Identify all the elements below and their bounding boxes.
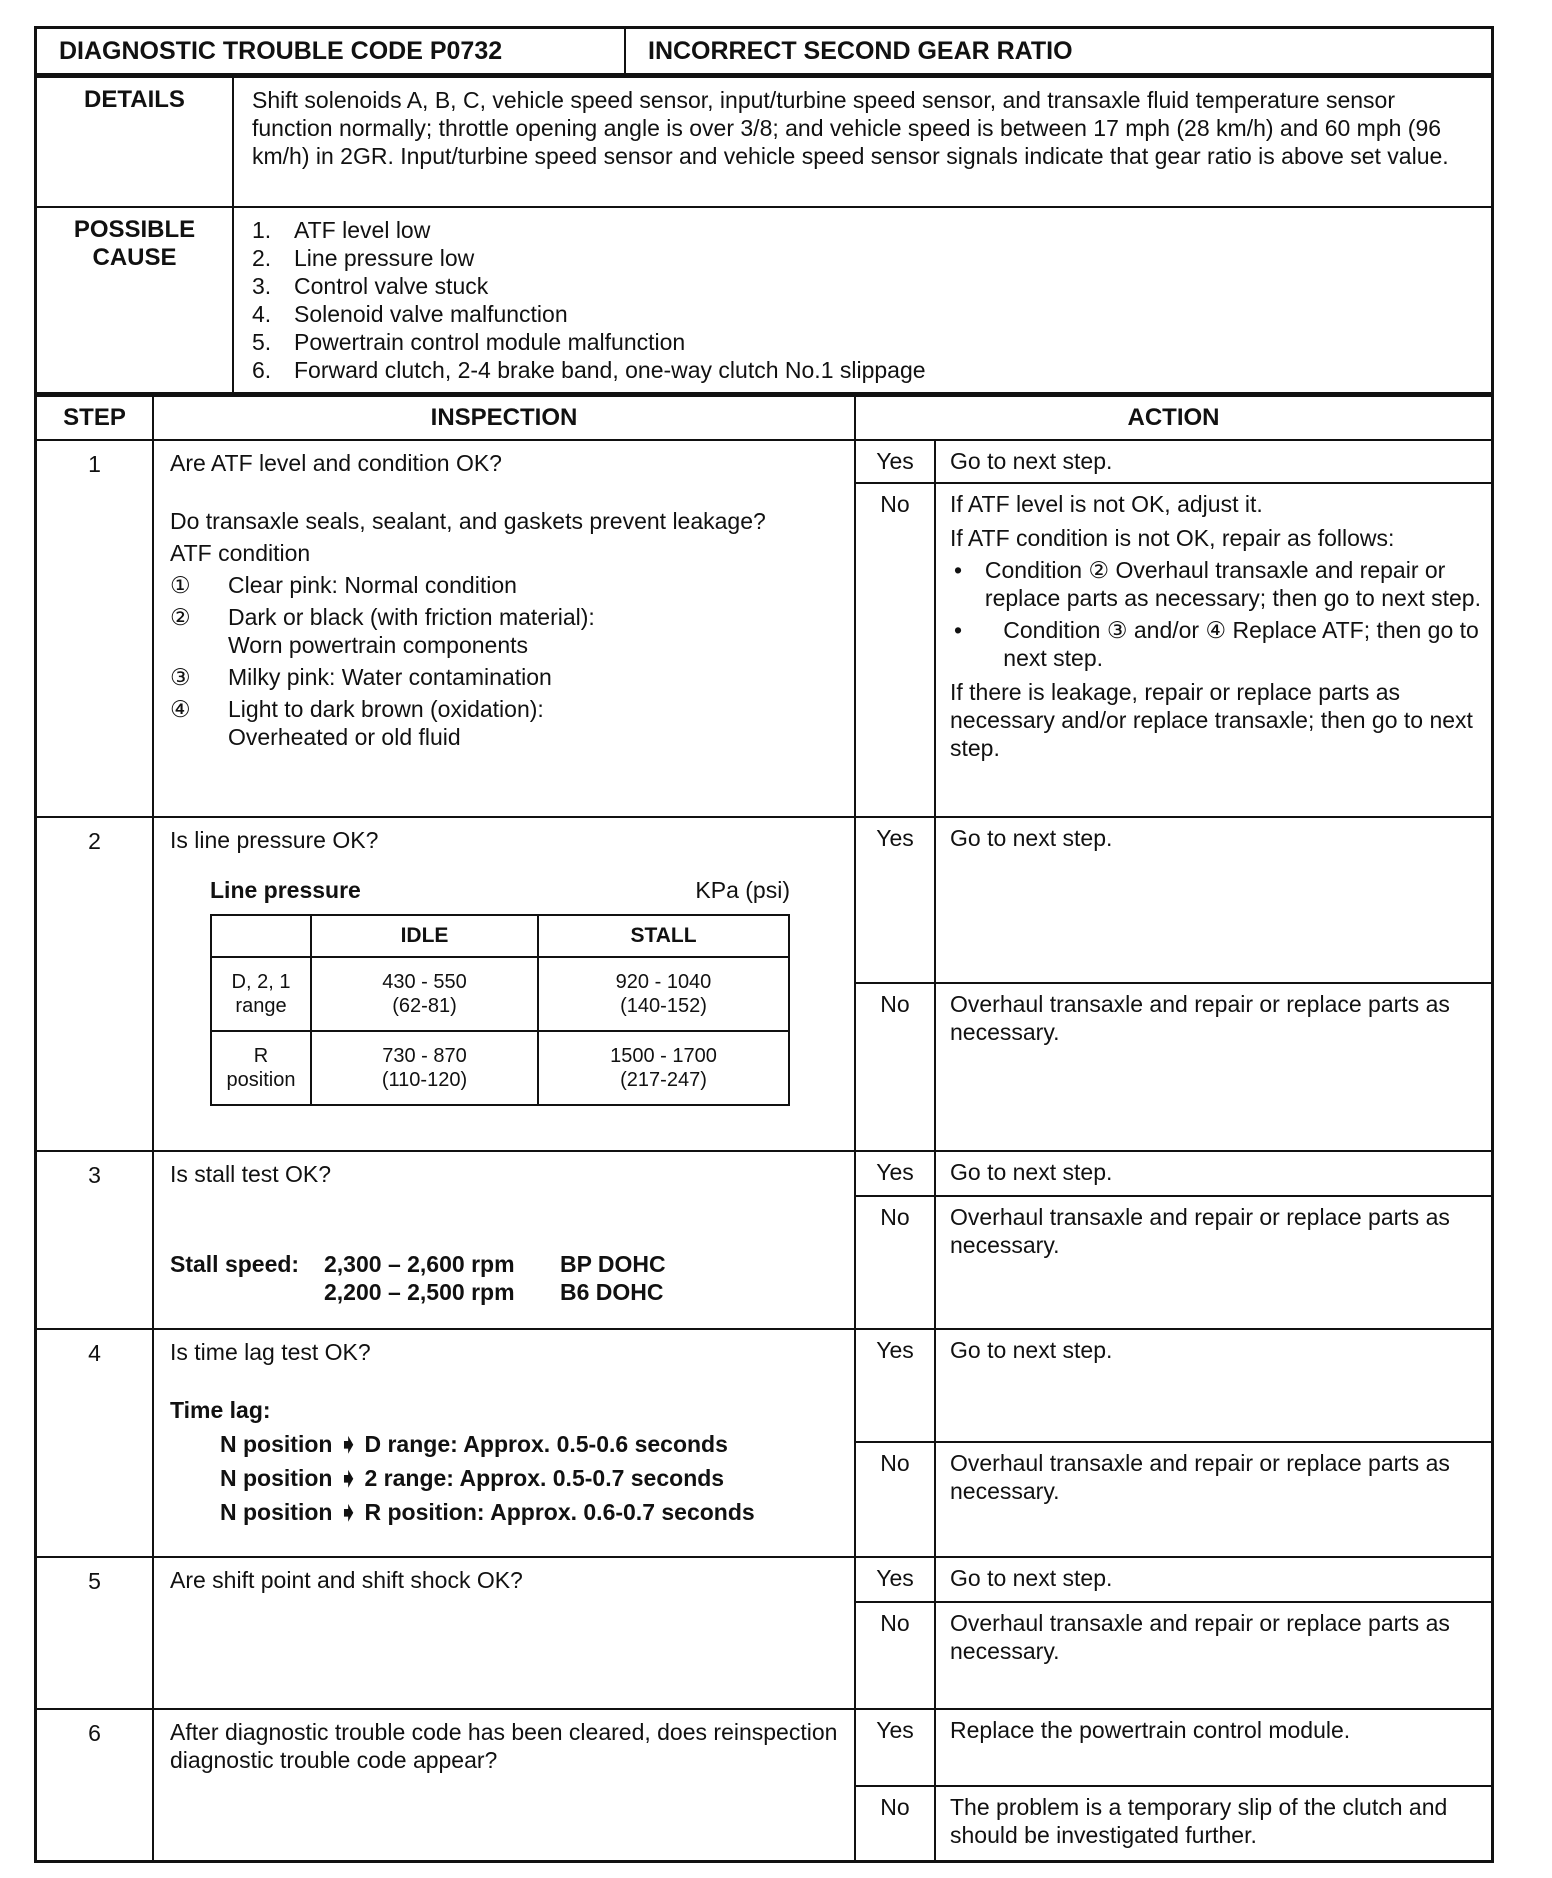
step-actions (855, 1151, 1493, 1329)
bullet-text: Condition ② Overhaul transaxle and repair or replace parts as necessary; then go to next step. (984, 557, 1481, 611)
pressure-row (211, 1031, 789, 1105)
no-action: Overhaul transaxle and repair or replace parts as necessary. (950, 1204, 1450, 1258)
possible-cause-label-line2: CAUSE (92, 244, 177, 271)
stall-speed-label: Stall speed: (170, 1251, 300, 1277)
yes-label: Yes (856, 1152, 935, 1196)
cause-item (252, 272, 1477, 300)
yes-action: Go to next step. (935, 1558, 1491, 1602)
cause-item (252, 300, 1477, 328)
step-inspection (153, 1557, 855, 1709)
step-number: 6 (36, 1709, 154, 1862)
atf-condition-title: ATF condition (170, 540, 311, 566)
cause-item (252, 244, 1477, 272)
step-row-1 (36, 440, 1493, 817)
cause-num: 3. (252, 273, 272, 299)
step-row-6 (36, 1709, 1493, 1862)
range-cell (211, 957, 311, 1031)
line-pressure-title: Line pressure (210, 877, 361, 903)
range-line1: D, 2, 1 (231, 971, 291, 993)
condition-text: Milky pink: Water contamination (228, 664, 552, 690)
cause-num: 2. (252, 245, 272, 271)
no-action-line: If there is leakage, repair or replace parts as necessary and/or replace transaxle; then go to next step. (950, 679, 1473, 761)
condition-symbol: ③ (170, 664, 191, 690)
cause-text: ATF level low (294, 217, 431, 243)
time-lag-spec: N position ➧ 2 range: Approx. 0.5-0.7 seconds (220, 1465, 725, 1491)
idle-cell (311, 1031, 538, 1105)
step-question: Is line pressure OK? (170, 827, 379, 853)
dtc-header (34, 26, 1494, 76)
atf-condition (170, 695, 838, 751)
yes-label: Yes (856, 818, 935, 983)
condition-text-2: Overheated or old fluid (228, 724, 461, 750)
stall-psi: (140-152) (620, 995, 707, 1017)
step-number: 2 (36, 817, 154, 1151)
range-line2: position (226, 1069, 296, 1091)
step-inspection (153, 1709, 855, 1862)
line-pressure-table (210, 914, 790, 1106)
time-lag-spec: N position ➧ D range: Approx. 0.5-0.6 seconds (220, 1431, 728, 1457)
cause-num: 1. (252, 217, 272, 243)
step-row-3 (36, 1151, 1493, 1329)
step-inspection (153, 440, 855, 817)
cause-text: Solenoid valve malfunction (294, 301, 568, 327)
step-number: 3 (36, 1151, 154, 1329)
stall-cell (538, 957, 789, 1031)
atf-condition (170, 663, 838, 691)
cause-num: 6. (252, 357, 272, 383)
step-question: Is time lag test OK? (170, 1339, 371, 1365)
possible-cause-label (36, 207, 234, 394)
range-line2: range (235, 995, 287, 1017)
stall-speed-value: 2,200 – 2,500 rpm (324, 1279, 515, 1305)
idle-psi: (62-81) (392, 995, 457, 1017)
document-page (34, 26, 1494, 1863)
yes-label: Yes (856, 441, 935, 483)
no-label: No (856, 983, 935, 1150)
col-action: ACTION (855, 396, 1493, 440)
step-inspection (153, 817, 855, 1151)
atf-condition (170, 603, 838, 659)
details-text: Shift solenoids A, B, C, vehicle speed sensor, input/turbine speed sensor, and transaxle fluid temperature sensor function normally; throttle opening angle is over 3/8; and vehicle speed is between 17 mph (28 km/h) and 60 mph (96 km/h) in 2GR. Input/turbine speed sensor and vehicle speed sensor signals indicate that gear ratio is above set value. (233, 77, 1493, 207)
pressure-row (211, 957, 789, 1031)
step-actions (855, 440, 1493, 817)
bullet-item (950, 556, 1481, 612)
step-inspection (153, 1329, 855, 1557)
cause-text: Line pressure low (294, 245, 475, 271)
step-actions (855, 817, 1493, 1151)
step-question: Are shift point and shift shock OK? (170, 1567, 523, 1593)
yes-action: Go to next step. (935, 441, 1491, 483)
no-action: Overhaul transaxle and repair or replace parts as necessary. (950, 1610, 1450, 1664)
step-actions (855, 1557, 1493, 1709)
dtc-title: INCORRECT SECOND GEAR RATIO (625, 28, 1493, 75)
possible-cause-label-line1: POSSIBLE (73, 216, 196, 243)
yes-action: Go to next step. (935, 818, 1491, 983)
cause-num: 5. (252, 329, 272, 355)
yes-action: Go to next step. (935, 1330, 1491, 1442)
engine-code: BP DOHC (560, 1251, 666, 1277)
yes-label: Yes (856, 1558, 935, 1602)
step-actions (855, 1329, 1493, 1557)
stall-speed-spec (170, 1250, 838, 1306)
bullet-text: Condition ③ and/or ④ Replace ATF; then go to next step. (1003, 617, 1479, 671)
stall-kpa: 920 - 1040 (615, 971, 712, 993)
atf-condition (170, 571, 838, 599)
no-label: No (856, 1196, 935, 1328)
step-row-2 (36, 817, 1493, 1151)
condition-text: Clear pink: Normal condition (228, 572, 517, 598)
yes-action: Replace the powertrain control module. (935, 1710, 1491, 1786)
cause-text: Control valve stuck (294, 273, 489, 299)
step-inspection (153, 1151, 855, 1329)
no-label: No (856, 1442, 935, 1556)
cause-item (252, 328, 1477, 356)
time-lag-spec: N position ➧ R position: Approx. 0.6-0.7 seconds (220, 1499, 755, 1525)
condition-text: Light to dark brown (oxidation): (228, 696, 544, 722)
no-action-line: If ATF condition is not OK, repair as follows: (950, 525, 1395, 551)
bullet-item (950, 616, 1481, 672)
no-action: The problem is a temporary slip of the clutch and should be investigated further. (950, 1794, 1448, 1848)
range-line1: R (253, 1045, 269, 1067)
yes-label: Yes (856, 1330, 935, 1442)
possible-cause-list (233, 207, 1493, 394)
no-action-line: If ATF level is not OK, adjust it. (950, 491, 1263, 517)
no-action: Overhaul transaxle and repair or replace parts as necessary. (950, 1450, 1450, 1504)
yes-label: Yes (856, 1710, 935, 1786)
cause-item (252, 216, 1477, 244)
cause-item (252, 356, 1477, 384)
bullet-mark: • (954, 557, 963, 583)
condition-symbol: ① (170, 572, 191, 598)
condition-symbol: ④ (170, 696, 191, 722)
condition-text: Dark or black (with friction material): (228, 604, 595, 630)
step-question: Is stall test OK? (170, 1161, 332, 1187)
no-action: Overhaul transaxle and repair or replace parts as necessary. (950, 991, 1450, 1045)
step-question: Are ATF level and condition OK? (170, 450, 502, 476)
stall-cell (538, 1031, 789, 1105)
engine-code: B6 DOHC (560, 1279, 664, 1305)
line-pressure-block (210, 876, 790, 1106)
step-row-4 (36, 1329, 1493, 1557)
idle-cell (311, 957, 538, 1031)
range-cell (211, 1031, 311, 1105)
condition-text-2: Worn powertrain components (228, 632, 528, 658)
idle-kpa: 430 - 550 (382, 971, 467, 993)
condition-symbol: ② (170, 604, 191, 630)
step-number: 4 (36, 1329, 154, 1557)
idle-psi: (110-120) (381, 1069, 468, 1091)
dtc-code: DIAGNOSTIC TROUBLE CODE P0732 (36, 28, 626, 75)
yes-action: Go to next step. (935, 1152, 1491, 1196)
cause-text: Forward clutch, 2-4 brake band, one-way clutch No.1 slippage (294, 357, 926, 383)
details-label: DETAILS (36, 77, 234, 207)
col-idle: IDLE (311, 915, 538, 957)
stall-kpa: 1500 - 1700 (610, 1045, 717, 1067)
cause-text: Powertrain control module malfunction (294, 329, 686, 355)
col-step: STEP (36, 396, 154, 440)
step-row-5 (36, 1557, 1493, 1709)
col-stall: STALL (538, 915, 789, 957)
no-label: No (856, 1602, 935, 1708)
no-action (935, 483, 1491, 816)
step-actions (855, 1709, 1493, 1862)
details-table (34, 76, 1494, 395)
step-number: 5 (36, 1557, 154, 1709)
col-inspection: INSPECTION (153, 396, 855, 440)
step-question-leakage: Do transaxle seals, sealant, and gaskets prevent leakage? (170, 508, 766, 534)
no-label: No (856, 1786, 935, 1860)
step-question: After diagnostic trouble code has been cleared, does reinspection diagnostic trouble code appear? (170, 1719, 838, 1773)
step-number: 1 (36, 440, 154, 817)
cause-num: 4. (252, 301, 272, 327)
time-lag-label: Time lag: (170, 1397, 271, 1423)
no-label: No (856, 483, 935, 816)
line-pressure-unit: KPa (psi) (695, 877, 790, 903)
idle-kpa: 730 - 870 (382, 1045, 467, 1067)
stall-speed-value: 2,300 – 2,600 rpm (324, 1251, 515, 1277)
steps-table (34, 395, 1494, 1863)
stall-psi: (217-247) (620, 1069, 707, 1091)
bullet-mark: • (954, 617, 963, 643)
